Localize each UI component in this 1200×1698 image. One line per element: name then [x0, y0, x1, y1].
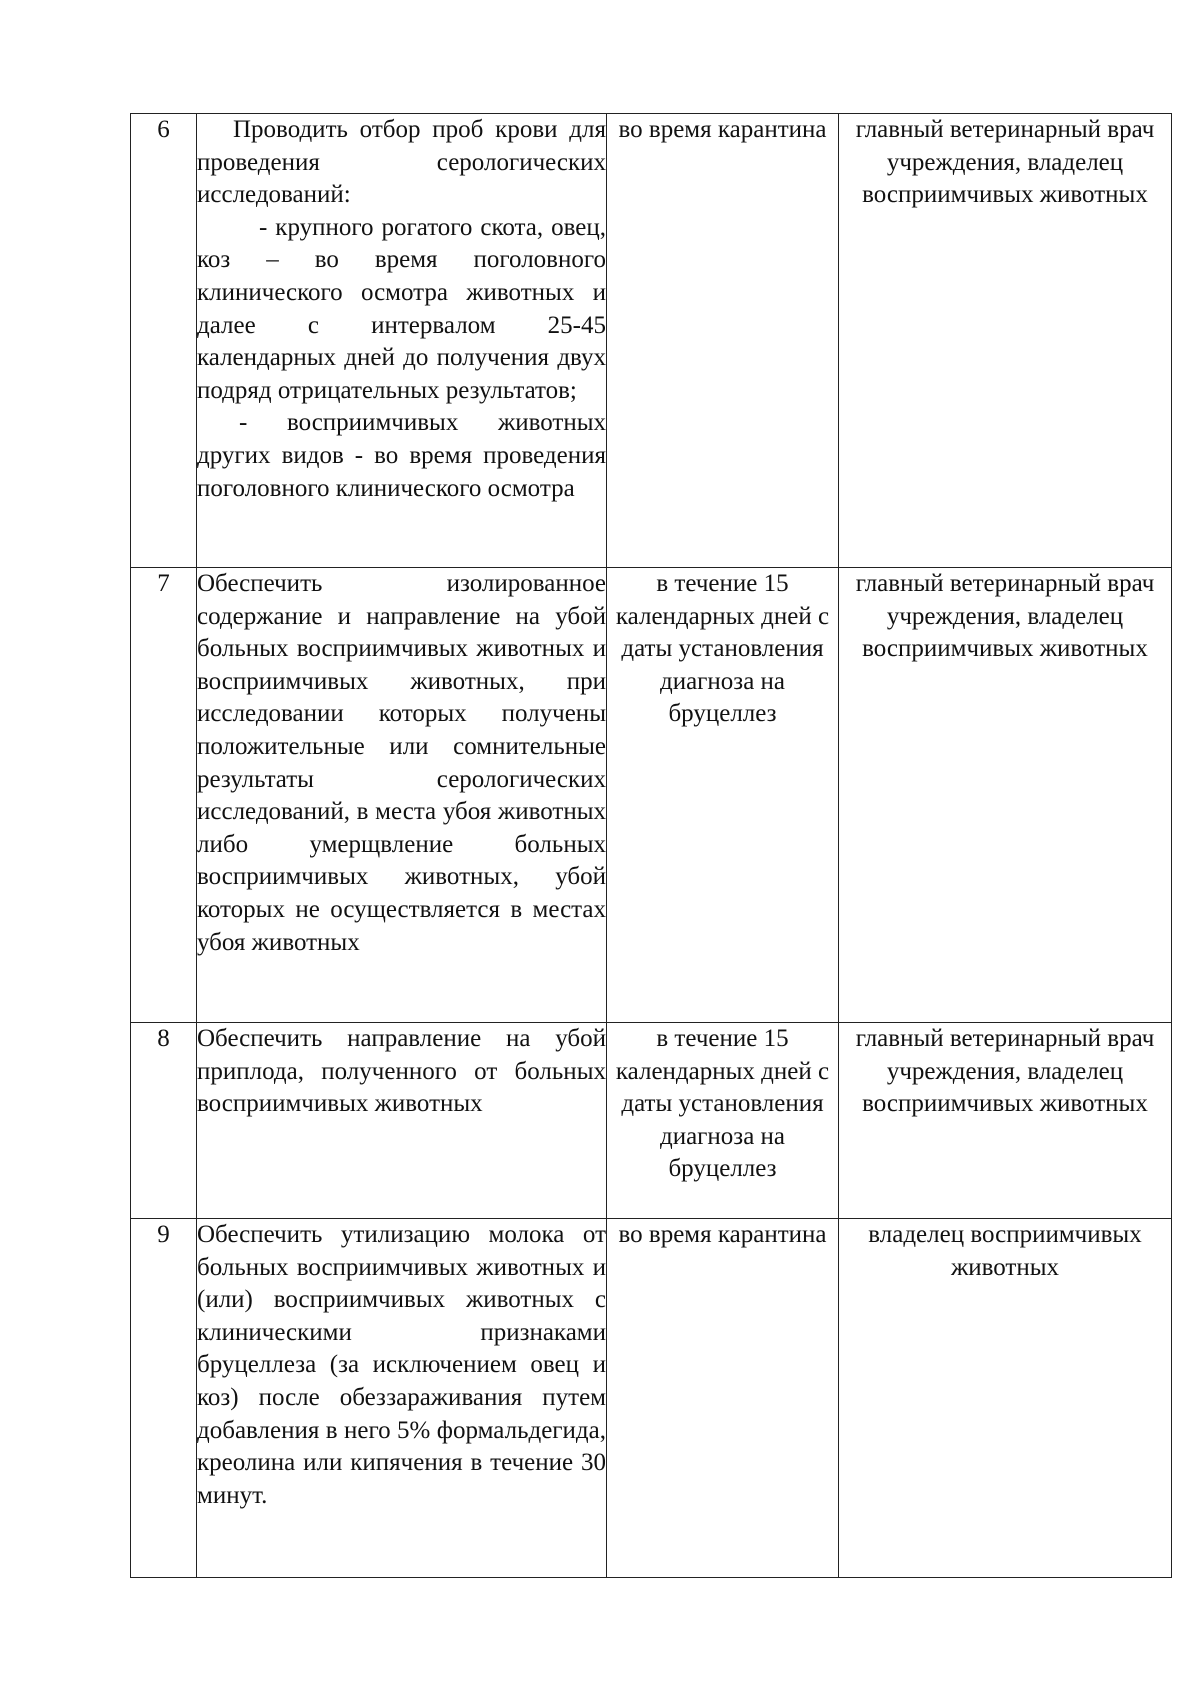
row-number: 8 [131, 1023, 197, 1219]
table-row [131, 114, 1172, 568]
table-row [131, 1219, 1172, 1578]
responsible-cell: владелец восприимчивых животных [839, 1219, 1172, 1578]
measure-text [197, 568, 607, 1023]
responsible-cell: главный ветеринарный врач учреждения, владелец восприимчивых животных [839, 1023, 1172, 1219]
table-row [131, 1023, 1172, 1219]
row-number: 9 [131, 1219, 197, 1578]
term-cell: в течение 15 календарных дней с даты установления диагноза на бруцеллез [607, 1023, 839, 1219]
measure-paragraph: Обеспечить изолированное содержание и направление на убой больных восприимчивых животных и восприимчивых животных, при исследовании которых получены положительные или сомнительные результаты серологических исследований, в места убоя животных либо умерщвление больных восприимчивых животных, убой которых не осуществляется в местах убоя животных [197, 570, 606, 956]
measure-text [197, 1219, 607, 1578]
measure-text [197, 114, 607, 568]
measures-table [130, 113, 1172, 1578]
table-row [131, 568, 1172, 1023]
term-cell: во время карантина [607, 114, 839, 568]
term-cell: во время карантина [607, 1219, 839, 1578]
measure-paragraph: Проводить отбор проб крови для проведения серологических исследований: [197, 116, 606, 209]
term-cell: в течение 15 календарных дней с даты установления диагноза на бруцеллез [607, 568, 839, 1023]
responsible-cell: главный ветеринарный врач учреждения, владелец восприимчивых животных [839, 568, 1172, 1023]
row-number: 6 [131, 114, 197, 568]
responsible-cell: главный ветеринарный врач учреждения, владелец восприимчивых животных [839, 114, 1172, 568]
measure-text [197, 1023, 607, 1219]
measure-paragraph: Обеспечить направление на убой приплода, полученного от больных восприимчивых животных [197, 1025, 606, 1118]
measure-paragraph: Обеспечить утилизацию молока от больных восприимчивых животных и (или) восприимчивых животных с клиническими признаками бруцеллеза (за исключением овец и коз) после обеззараживания путем добавления в него 5% формальдегида, креолина или кипячения в течение 30 минут. [197, 1221, 606, 1509]
row-number: 7 [131, 568, 197, 1023]
measure-paragraph: - восприимчивых животных других видов - во время проведения поголовного клинического осмотра [197, 409, 606, 502]
measure-paragraph: - крупного рогатого скота, овец, коз – во время поголовного клинического осмотра животных и далее с интервалом 25-45 календарных дней до получения двух подряд отрицательных результатов; [197, 213, 606, 404]
